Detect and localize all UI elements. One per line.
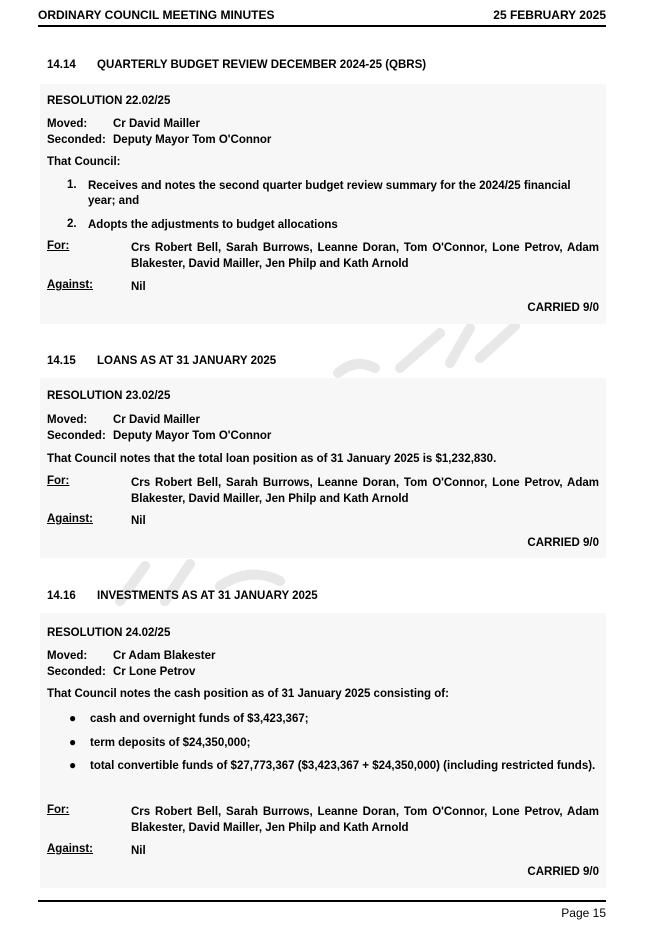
carried-result: CARRIED 9/0: [527, 537, 599, 549]
moved-row: [47, 650, 215, 662]
seconded-by: Cr Lone Petrov: [113, 666, 196, 678]
seconded-label: Seconded:: [47, 666, 106, 678]
seconded-row: [47, 666, 195, 678]
section-heading: [47, 355, 276, 367]
section-number: 14.15: [47, 355, 76, 367]
moved-row: [47, 414, 200, 426]
section-heading: [47, 59, 426, 71]
votes-for: [47, 240, 599, 272]
document-title: ORDINARY COUNCIL MEETING MINUTES: [38, 8, 275, 22]
section-title: LOANS AS AT 31 JANUARY 2025: [97, 355, 277, 367]
resolution-box: [40, 613, 606, 888]
list-item-text: term deposits of $24,350,000;: [90, 737, 251, 749]
against-label: Against:: [47, 513, 93, 525]
moved-by: Cr David Mailler: [113, 118, 200, 130]
seconded-row: [47, 430, 271, 442]
seconded-by: Deputy Mayor Tom O'Connor: [113, 134, 272, 146]
seconded-label: Seconded:: [47, 134, 106, 146]
against-value: Nil: [131, 515, 146, 527]
resolution-box: [40, 84, 606, 324]
resolution-number: RESOLUTION 23.02/25: [47, 390, 171, 402]
against-value: Nil: [131, 281, 146, 293]
moved-label: Moved:: [47, 650, 88, 662]
seconded-label: Seconded:: [47, 430, 106, 442]
seconded-row: [47, 134, 271, 146]
section-title: INVESTMENTS AS AT 31 JANUARY 2025: [97, 590, 318, 602]
list-item: [69, 735, 250, 749]
item-text: Receives and notes the second quarter budget review summary for the 2024/25 financial year; and: [88, 180, 571, 207]
item-text: Adopts the adjustments to budget allocations: [88, 219, 338, 231]
item-number: 1.: [67, 179, 77, 191]
moved-label: Moved:: [47, 118, 88, 130]
list-item: [69, 758, 595, 772]
moved-by: Cr David Mailler: [113, 414, 200, 426]
votes-against: [47, 279, 599, 295]
motion-item: [67, 218, 599, 233]
item-number: 2.: [67, 218, 77, 230]
page-number: Page 15: [561, 906, 606, 920]
carried-result: CARRIED 9/0: [527, 866, 599, 878]
resolution-box: [40, 378, 606, 558]
page-header: [38, 8, 606, 27]
resolution-number: RESOLUTION 22.02/25: [47, 95, 171, 107]
against-label: Against:: [47, 279, 93, 291]
votes-against: [47, 513, 599, 529]
list-item-text: cash and overnight funds of $3,423,367;: [90, 713, 309, 725]
for-list: Crs Robert Bell, Sarah Burrows, Leanne Doran, Tom O'Connor, Lone Petrov, Adam Blakester, David Mailler, Jen Philp and Kath Arnold: [131, 477, 599, 505]
seconded-by: Deputy Mayor Tom O'Connor: [113, 430, 272, 442]
for-list: Crs Robert Bell, Sarah Burrows, Leanne Doran, Tom O'Connor, Lone Petrov, Adam Blakester, David Mailler, Jen Philp and Kath Arnold: [131, 806, 599, 834]
for-label: For:: [47, 240, 70, 252]
bullet-icon: ●: [69, 758, 77, 772]
motion-intro: That Council:: [47, 156, 121, 168]
motion-text: That Council notes that the total loan position as of 31 January 2025 is $1,232,830.: [47, 453, 497, 465]
section-title: QUARTERLY BUDGET REVIEW DECEMBER 2024-25 (QBRS): [97, 59, 427, 71]
carried-result: CARRIED 9/0: [527, 302, 599, 314]
bullet-icon: ●: [69, 711, 77, 725]
against-label: Against:: [47, 843, 93, 855]
list-item-text: total convertible funds of $27,773,367 ($3,423,367 + $24,350,000) (including restricted funds).: [90, 760, 596, 772]
for-label: For:: [47, 804, 70, 816]
meeting-date: 25 FEBRUARY 2025: [493, 8, 606, 22]
moved-by: Cr Adam Blakester: [113, 650, 216, 662]
resolution-number: RESOLUTION 24.02/25: [47, 627, 171, 639]
votes-for: [47, 475, 599, 507]
moved-row: [47, 118, 200, 130]
section-heading: [47, 590, 318, 602]
watermark-graphic: [330, 318, 530, 380]
votes-against: [47, 843, 599, 859]
votes-for: [47, 804, 599, 836]
against-value: Nil: [131, 845, 146, 857]
for-label: For:: [47, 475, 70, 487]
section-number: 14.16: [47, 590, 76, 602]
bullet-icon: ●: [69, 735, 77, 749]
footer-rule: [38, 900, 606, 902]
section-number: 14.14: [47, 59, 76, 71]
list-item: [69, 711, 309, 725]
motion-item: [67, 179, 599, 209]
motion-intro: That Council notes the cash position as of 31 January 2025 consisting of:: [47, 688, 449, 700]
moved-label: Moved:: [47, 414, 88, 426]
for-list: Crs Robert Bell, Sarah Burrows, Leanne Doran, Tom O'Connor, Lone Petrov, Adam Blakester, David Mailler, Jen Philp and Kath Arnold: [131, 242, 599, 270]
